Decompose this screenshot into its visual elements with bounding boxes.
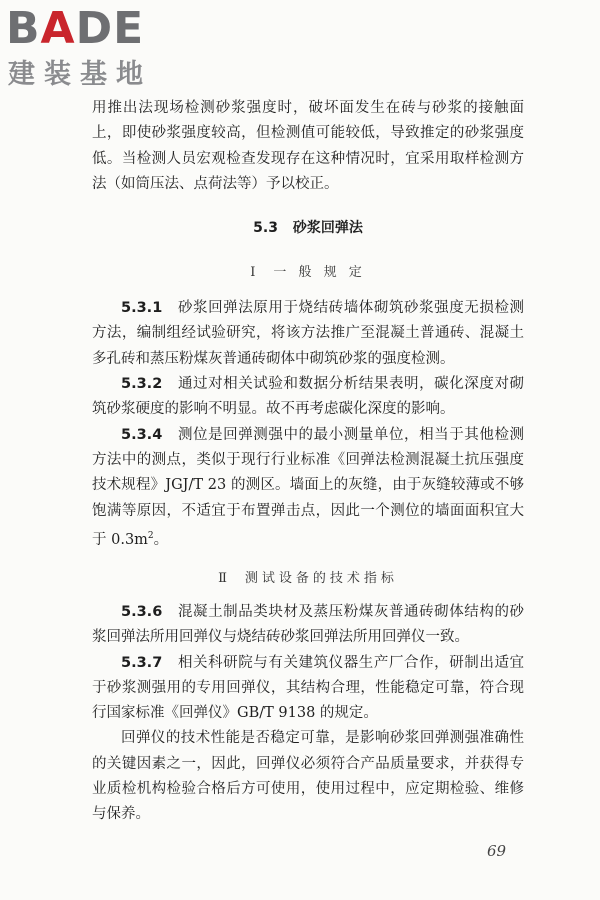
clause-number: 5.3.1 [121,300,163,317]
subsection-numeral: Ⅱ [218,570,231,586]
clause-5-3-2 [92,372,524,423]
clause-number: 5.3.6 [121,603,163,620]
intro-paragraph: 用推出法现场检测砂浆强度时，破坏面发生在砖与砂浆的接触面上，即使砂浆强度较高，但检测值可能较低，导致推定的砂浆强度低。当检测人员宏观检查发现存在这种情况时，宜采用取样检测方法（如筒压法、点荷法等）予以校正。 [92,100,524,192]
clause-number: 5.3.4 [121,426,163,443]
clause-number: 5.3.2 [121,376,163,393]
subsection-heading-general [92,261,524,280]
clause-5-3-7 [92,651,524,727]
clause-5-3-1 [92,296,524,372]
clause-text: 砂浆回弹法原用于烧结砖墙体砌筑砂浆强度无损检测方法，编制组经试验研究，将该方法推广至混凝土普通砖、混凝土多孔砖和蒸压粉煤灰普通砖砌体中砌筑砂浆的强度检测。 [92,300,525,367]
subsection-numeral: Ⅰ [250,265,260,281]
section-title: 5.3 砂浆回弹法 [253,220,363,237]
page-body [92,96,524,828]
clause-text: 相关科研院与有关建筑仪器生产厂合作，研制出适宜于砂浆测强用的专用回弹仪，其结构合理，性能稳定可靠，符合现行国家标准《回弹仪》GB/T 9138 的规定。 [92,654,525,722]
superscript-unit: 2 [147,530,154,541]
subsection-heading-equipment [92,567,524,586]
page-number: 69 [487,842,507,860]
clause-number: 5.3.7 [121,654,163,671]
logo-subtitle: 建装基地 [8,59,152,90]
logo-wordmark: BADE [6,3,145,54]
clause-text: 混凝土制品类块材及蒸压粉煤灰普通砖砌体结构的砂浆回弹法所用回弹仪与烧结砖砂浆回弹法所用回弹仪一致。 [92,603,525,646]
logo [6,4,176,96]
subsection-title: 一 般 规 定 [273,265,366,281]
closing-paragraph: 回弹仪的技术性能是否稳定可靠，是影响砂浆回弹测强准确性的关键因素之一，因此，回弹仪必须符合产品质量要求，并获得专业质检机构检验合格后方可使用，使用过程中，应定期检验、维修与保养。 [92,730,524,823]
clause-text: 测位是回弹测强中的最小测量单位，相当于其他检测方法中的测点，类似于现行行业标准《回弹法检测混凝土抗压强度技术规程》JGJ/T 23 的测区。墙面上的灰缝，由于灰缝较薄或不够饱满等原因，不适宜于布置弹击点，因此一个测位的墙面面积宜大于 0.3m [92,426,525,548]
clause-text: 通过对相关试验和数据分析结果表明，碳化深度对砌筑砂浆硬度的影响不明显。故不再考虑碳化深度的影响。 [92,376,525,418]
subsection-title: 测试设备的技术指标 [244,570,398,586]
clause-tail: 。 [153,531,169,548]
clause-5-3-4 [92,423,524,553]
clause-5-3-6 [92,600,524,651]
